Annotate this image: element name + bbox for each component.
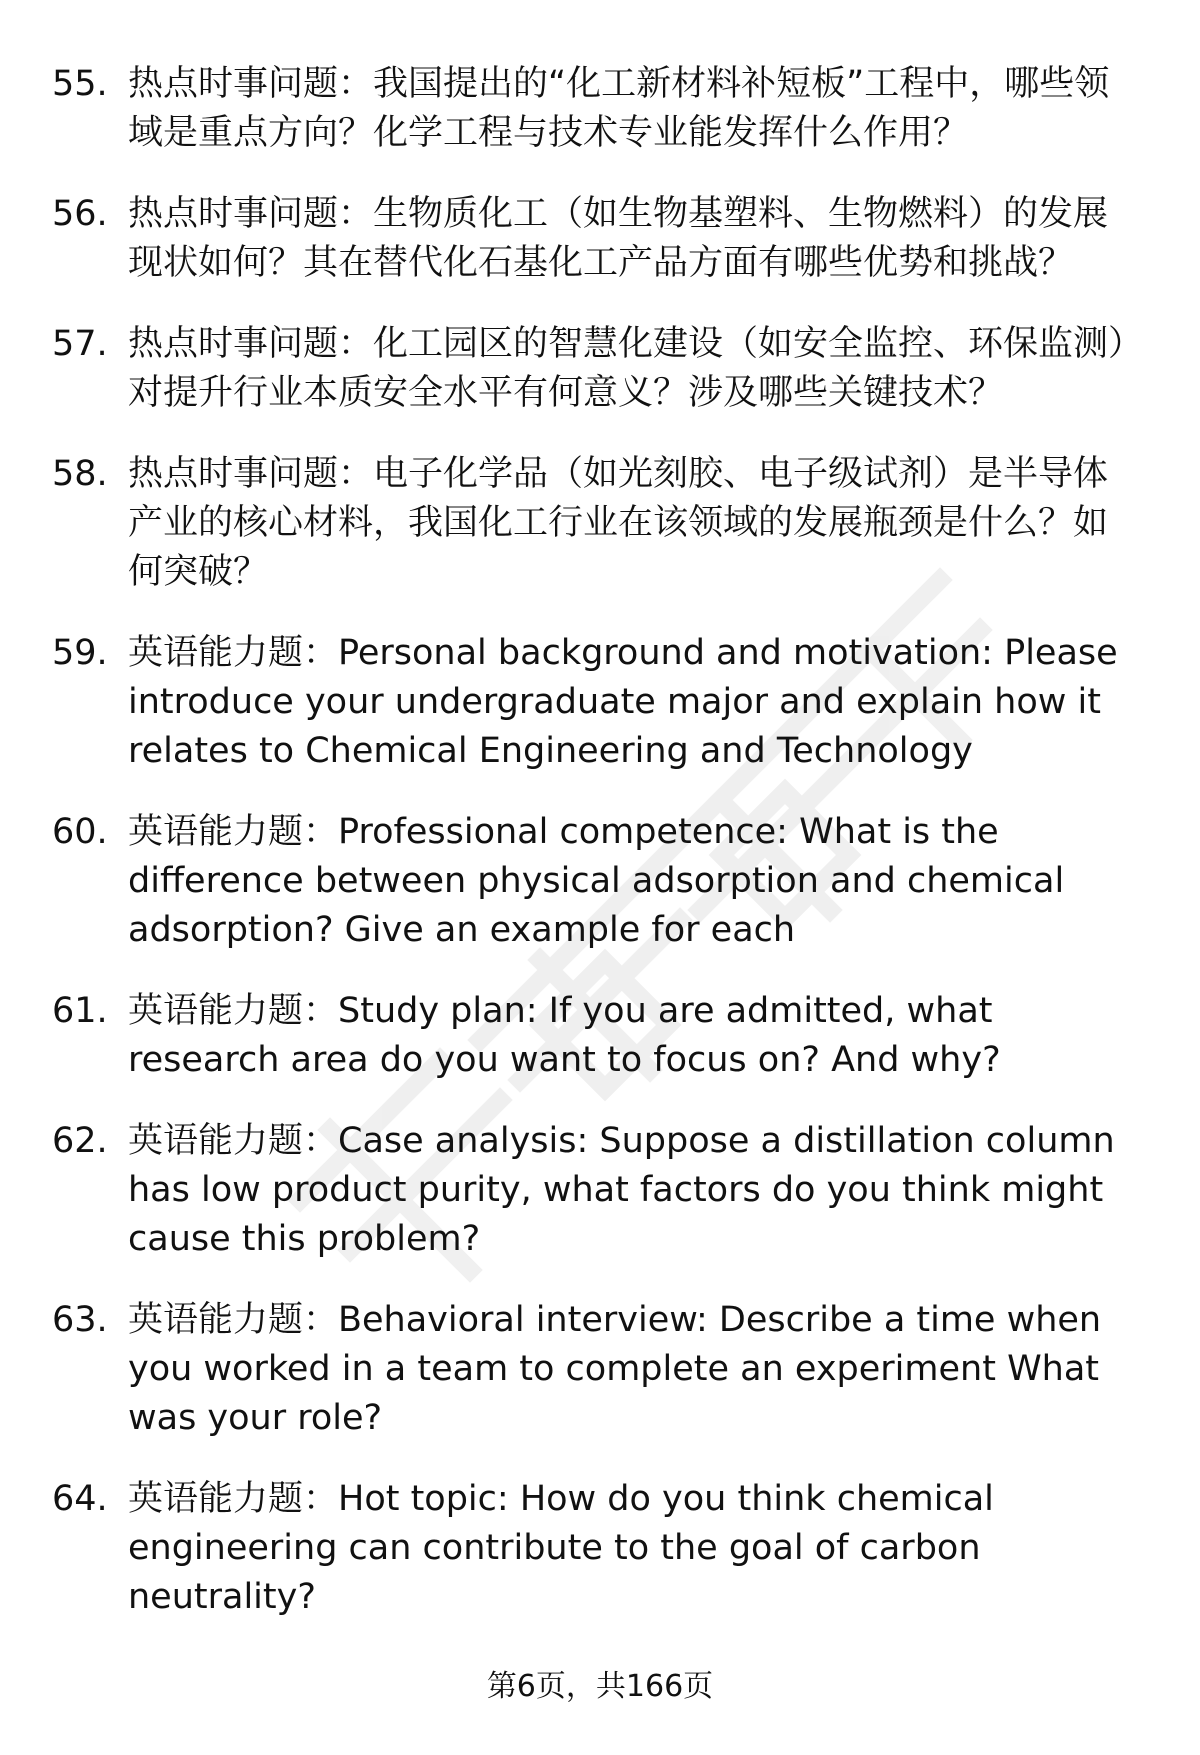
question-number: 63.	[52, 1300, 108, 1340]
question-57	[52, 320, 1142, 418]
question-number: 55.	[52, 64, 108, 104]
question-text: 英语能力题：Case analysis: Suppose a distillation column has low product purity, what factors do you think might cause this problem?	[128, 1121, 1115, 1259]
question-number: 59.	[52, 633, 108, 673]
question-text: 热点时事问题：电子化学品（如光刻胶、电子级试剂）是半导体产业的核心材料，我国化工行业在该领域的发展瓶颈是什么？如何突破？	[128, 454, 1109, 592]
question-number: 57.	[52, 324, 108, 364]
question-number: 61.	[52, 991, 108, 1031]
question-number: 60.	[52, 812, 108, 852]
question-60	[52, 808, 1142, 955]
question-55	[52, 60, 1142, 158]
question-58	[52, 450, 1142, 597]
question-63	[52, 1296, 1142, 1443]
question-61	[52, 987, 1142, 1085]
question-list	[52, 60, 1142, 1654]
question-number: 64.	[52, 1479, 108, 1519]
question-text: 英语能力题：Behavioral interview: Describe a time when you worked in a team to complete an experiment What was your role?	[128, 1300, 1102, 1438]
question-text: 英语能力题：Hot topic: How do you think chemical engineering can contribute to the goal of carbon neutrality?	[128, 1479, 994, 1617]
question-text: 英语能力题：Personal background and motivation: Please introduce your undergraduate major and explain how it relates to Chemical Engineering and Technology	[128, 633, 1118, 771]
question-59	[52, 629, 1142, 776]
question-text: 热点时事问题：化工园区的智慧化建设（如安全监控、环保监测）对提升行业本质安全水平有何意义？涉及哪些关键技术？	[128, 324, 1126, 413]
question-number: 56.	[52, 194, 108, 234]
question-text: 热点时事问题：生物质化工（如生物基塑料、生物燃料）的发展现状如何？其在替代化石基化工产品方面有哪些优势和挑战？	[128, 194, 1109, 283]
page-indicator: 第6页，共166页	[486, 1669, 714, 1704]
question-62	[52, 1117, 1142, 1264]
question-64	[52, 1475, 1142, 1622]
question-56	[52, 190, 1142, 288]
question-number: 62.	[52, 1121, 108, 1161]
question-text: 英语能力题：Study plan: If you are admitted, what research area do you want to focus on? And why?	[128, 991, 1001, 1080]
question-text: 热点时事问题：我国提出的“化工新材料补短板”工程中，哪些领域是重点方向？化学工程与技术专业能发挥什么作用？	[128, 64, 1110, 153]
question-number: 58.	[52, 454, 108, 494]
question-text: 英语能力题：Professional competence: What is the difference between physical adsorption and chemical adsorption? Give an example for each	[128, 812, 1065, 950]
